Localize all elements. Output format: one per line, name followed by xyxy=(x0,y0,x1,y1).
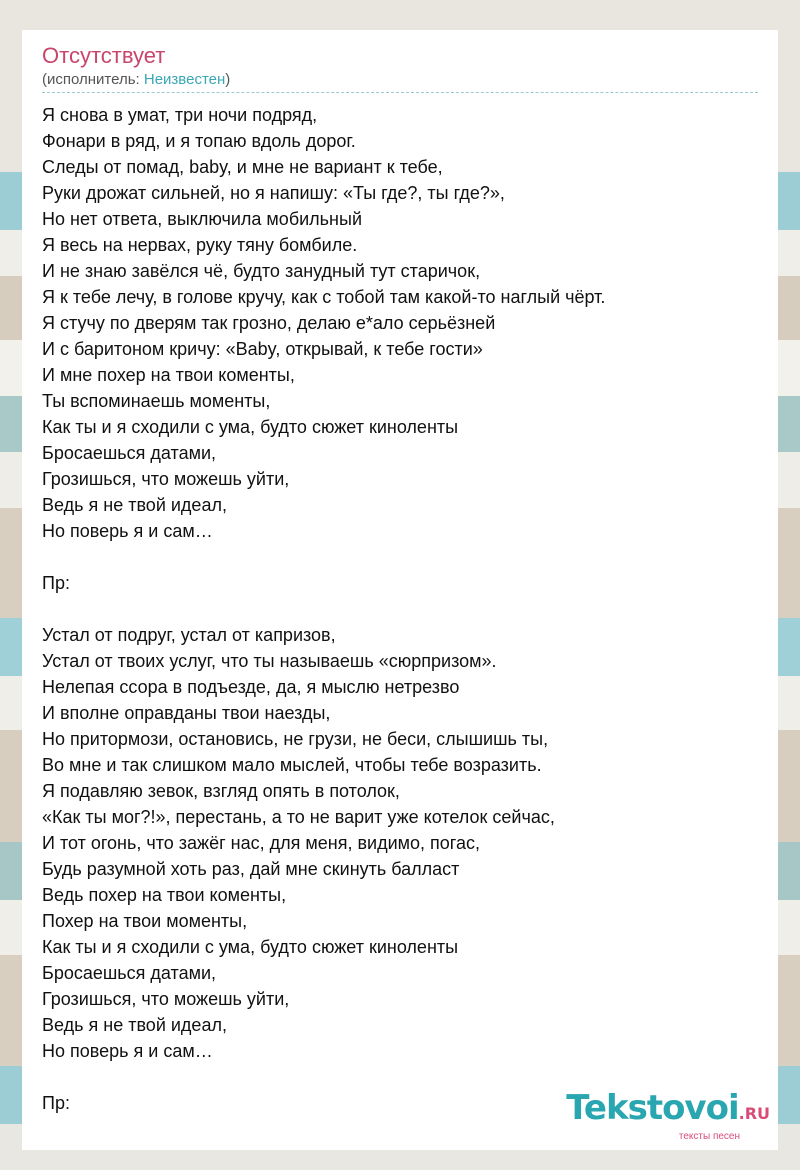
lyric-line: И с баритоном кричу: «Baby, открывай, к тебе гости» xyxy=(42,339,483,359)
lyric-line: Ведь похер на твои коменты, xyxy=(42,885,287,905)
lyric-line: «Как ты мог?!», перестань, а то не варит уже котелок сейчас, xyxy=(42,807,555,827)
lyric-line: Но поверь я и сам… xyxy=(42,1041,213,1061)
artist-line xyxy=(42,70,758,90)
lyric-line: Во мне и так слишком мало мыслей, чтобы тебе возразить. xyxy=(42,755,542,775)
lyric-line: Будь разумной хоть раз, дай мне скинуть балласт xyxy=(42,859,460,879)
lyric-line: Грозишься, что можешь уйти, xyxy=(42,469,290,489)
lyric-line: Ты вспоминаешь моменты, xyxy=(42,391,271,411)
lyric-line: Бросаешься датами, xyxy=(42,963,217,983)
lyric-line: Как ты и я сходили с ума, будто сюжет киноленты xyxy=(42,937,459,957)
song-title: Отсутствует xyxy=(42,43,166,68)
lyric-line xyxy=(42,544,758,570)
lyric-line: Но поверь я и сам… xyxy=(42,521,213,541)
lyric-line: Я подавляю зевок, взгляд опять в потолок, xyxy=(42,781,400,801)
lyric-line: Я весь на нервах, руку тяну бомбиле. xyxy=(42,235,358,255)
lyric-line: Следы от помад, baby, и мне не вариант к тебе, xyxy=(42,157,443,177)
lyric-line xyxy=(42,1064,758,1090)
lyric-line: И мне похер на твои коменты, xyxy=(42,365,295,385)
logo-wordmark: Tekstovoi xyxy=(566,1088,739,1128)
lyrics-text xyxy=(42,102,758,1116)
lyric-line: Пр: xyxy=(42,1093,70,1113)
lyric-line: Я к тебе лечу, в голове кручу, как с тобой там какой-то наглый чёрт. xyxy=(42,287,606,307)
lyric-line: Устал от твоих услуг, что ты называешь «сюрпризом». xyxy=(42,651,497,671)
song-header xyxy=(42,42,758,90)
site-logo[interactable] xyxy=(566,1088,770,1142)
lyric-line: Ведь я не твой идеал, xyxy=(42,495,227,515)
lyric-line: Я снова в умат, три ночи подряд, xyxy=(42,105,318,125)
lyric-line: Бросаешься датами, xyxy=(42,443,217,463)
logo-subtitle: тексты песен xyxy=(678,1131,740,1142)
lyric-line: Похер на твои моменты, xyxy=(42,911,248,931)
lyric-line: И тот огонь, что зажёг нас, для меня, видимо, погас, xyxy=(42,833,480,853)
artist-prefix: (исполнитель: xyxy=(42,71,144,88)
artist-link[interactable]: Неизвестен xyxy=(143,71,226,88)
lyric-line: И вполне оправданы твои наезды, xyxy=(42,703,331,723)
lyric-line: Как ты и я сходили с ума, будто сюжет киноленты xyxy=(42,417,459,437)
lyric-line: Ведь я не твой идеал, xyxy=(42,1015,227,1035)
logo-domain: .RU xyxy=(738,1104,770,1123)
header-divider xyxy=(42,92,758,93)
lyric-line: Нелепая ссора в подъезде, да, я мыслю нетрезво xyxy=(42,677,460,697)
artist-suffix: ) xyxy=(225,71,231,88)
lyric-line: Устал от подруг, устал от капризов, xyxy=(42,625,336,645)
lyric-line: Но притормози, остановись, не грузи, не беси, слышишь ты, xyxy=(42,729,549,749)
lyric-line: Я стучу по дверям так грозно, делаю е*ало серьёзней xyxy=(42,313,496,333)
lyric-line: Грозишься, что можешь уйти, xyxy=(42,989,290,1009)
lyric-line: Фонари в ряд, и я топаю вдоль дорог. xyxy=(42,131,356,151)
lyric-line: Руки дрожат сильней, но я напишу: «Ты где?, ты где?», xyxy=(42,183,505,203)
lyric-line: Пр: xyxy=(42,573,70,593)
lyric-line: И не знаю завёлся чё, будто занудный тут старичок, xyxy=(42,261,481,281)
lyric-line: Но нет ответа, выключила мобильный xyxy=(42,209,362,229)
lyric-line xyxy=(42,596,758,622)
lyrics-card xyxy=(22,30,778,1150)
